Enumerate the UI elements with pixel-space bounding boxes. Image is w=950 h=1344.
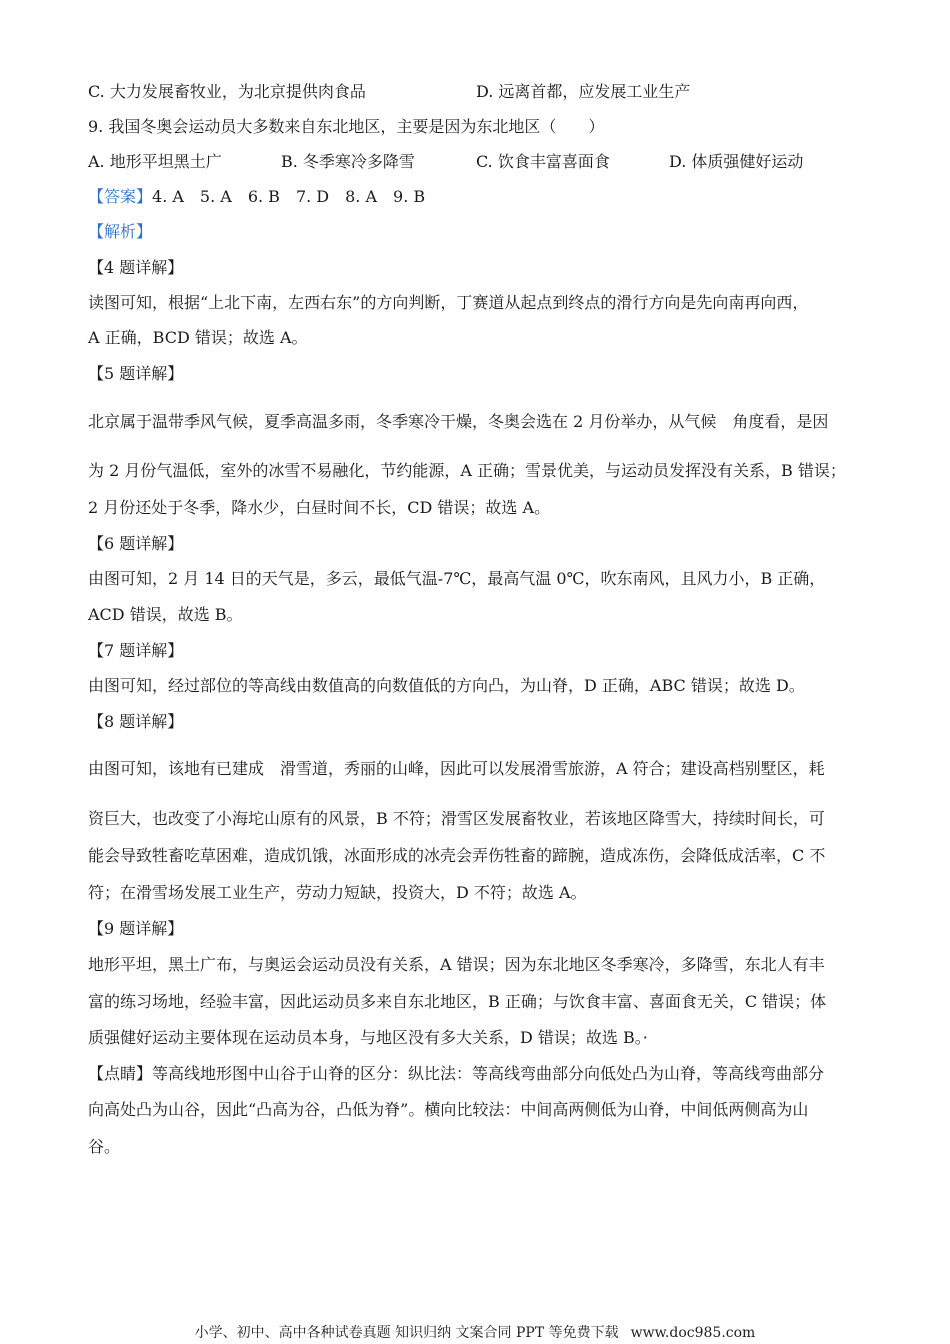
q4-detail-title: 【4 题详解】 bbox=[88, 258, 184, 277]
q9-option-c: C. 饮食丰富喜面食 bbox=[476, 152, 610, 171]
page-footer bbox=[0, 1322, 950, 1342]
q9-stem: 9. 我国冬奥会运动员大多数来自东北地区，主要是因为东北地区（ ） bbox=[88, 117, 605, 136]
answer-label: 【答案】 bbox=[88, 187, 153, 206]
q6-detail-line: ACD 错误，故选 B。 bbox=[88, 605, 243, 624]
q8-detail-line: 符；在滑雪场发展工业生产，劳动力短缺，投资大，D 不符；故选 A。 bbox=[88, 883, 587, 902]
footer-text: 小学、初中、高中各种试卷真题 知识归纳 文案合同 PPT 等免费下载 bbox=[194, 1325, 619, 1341]
answer-text: 4. A 5. A 6. B 7. D 8. A 9. B bbox=[152, 187, 426, 206]
q7-detail-title: 【7 题详解】 bbox=[88, 641, 184, 660]
q8-option-d: D. 远离首都，应发展工业生产 bbox=[476, 82, 691, 101]
tip-line: 谷。 bbox=[88, 1137, 121, 1156]
q4-detail-line: A 正确，BCD 错误；故选 A。 bbox=[88, 328, 308, 347]
q8-option-c: C. 大力发展畜牧业，为北京提供肉食品 bbox=[88, 82, 366, 101]
q5-detail-line: 北京属于温带季风气候，夏季高温多雨，冬季寒冷干燥，冬奥会选在 2 月份举办，从气候 角度看，是因 bbox=[88, 412, 829, 431]
q8-detail-title: 【8 题详解】 bbox=[88, 712, 184, 731]
q8-detail-line: 由图可知，该地有已建成 滑雪道，秀丽的山峰，因此可以发展滑雪旅游，A 符合；建设高档别墅区，耗 bbox=[88, 759, 825, 778]
q8-detail-line: 能会导致牲畜吃草困难，造成饥饿，冰面形成的冰壳会弄伤牲畜的蹄腕，造成冻伤，会降低成活率，C 不 bbox=[88, 846, 826, 865]
q9-option-a: A. 地形平坦黑土广 bbox=[88, 152, 222, 171]
q9-detail-line: 质强健好运动主要体现在运动员本身，与地区没有多大关系，D 错误；故选 B。· bbox=[88, 1028, 648, 1047]
footer-url[interactable]: www.doc985.com bbox=[630, 1325, 756, 1341]
q9-detail-line: 地形平坦，黑土广布，与奥运会运动员没有关系，A 错误；因为东北地区冬季寒冷，多降雪，东北人有丰 bbox=[88, 955, 825, 974]
answer-line bbox=[88, 186, 425, 208]
tip-line: 【点睛】等高线地形图中山谷于山脊的区分：纵比法：等高线弯曲部分向低处凸为山脊，等高线弯曲部分 bbox=[88, 1064, 825, 1083]
analysis-label: 【解析】 bbox=[88, 222, 153, 241]
q9-option-b: B. 冬季寒冷多降雪 bbox=[281, 152, 415, 171]
q9-option-d: D. 体质强健好运动 bbox=[669, 152, 804, 171]
q7-detail-line: 由图可知，经过部位的等高线由数值高的向数值低的方向凸，为山脊，D 正确，ABC 错误；故选 D。 bbox=[88, 676, 805, 695]
q8-detail-line: 资巨大，也改变了小海坨山原有的风景，B 不符；滑雪区发展畜牧业，若该地区降雪大，持续时间长，可 bbox=[88, 809, 825, 828]
q9-detail-title: 【9 题详解】 bbox=[88, 919, 184, 938]
q4-detail-line: 读图可知，根据“上北下南，左西右东”的方向判断，丁赛道从起点到终点的滑行方向是先向南再向西， bbox=[88, 293, 809, 312]
q5-detail-line: 为 2 月份气温低，室外的冰雪不易融化，节约能源，A 正确；雪景优美，与运动员发挥没有关系，B 错误； bbox=[88, 461, 846, 480]
q5-detail-title: 【5 题详解】 bbox=[88, 364, 184, 383]
q5-detail-line: 2 月份还处于冬季，降水少，白昼时间不长，CD 错误；故选 A。 bbox=[88, 498, 551, 517]
tip-line: 向高处凸为山谷，因此“凸高为谷，凸低为脊”。横向比较法：中间高两侧低为山脊，中间低两侧高为山 bbox=[88, 1100, 809, 1119]
q6-detail-line: 由图可知，2 月 14 日的天气是，多云，最低气温-7℃，最高气温 0℃，吹东南风，且风力小，B 正确， bbox=[88, 569, 826, 588]
q6-detail-title: 【6 题详解】 bbox=[88, 534, 184, 553]
q9-detail-line: 富的练习场地，经验丰富，因此运动员多来自东北地区，B 正确；与饮食丰富、喜面食无关，C 错误；体 bbox=[88, 992, 827, 1011]
